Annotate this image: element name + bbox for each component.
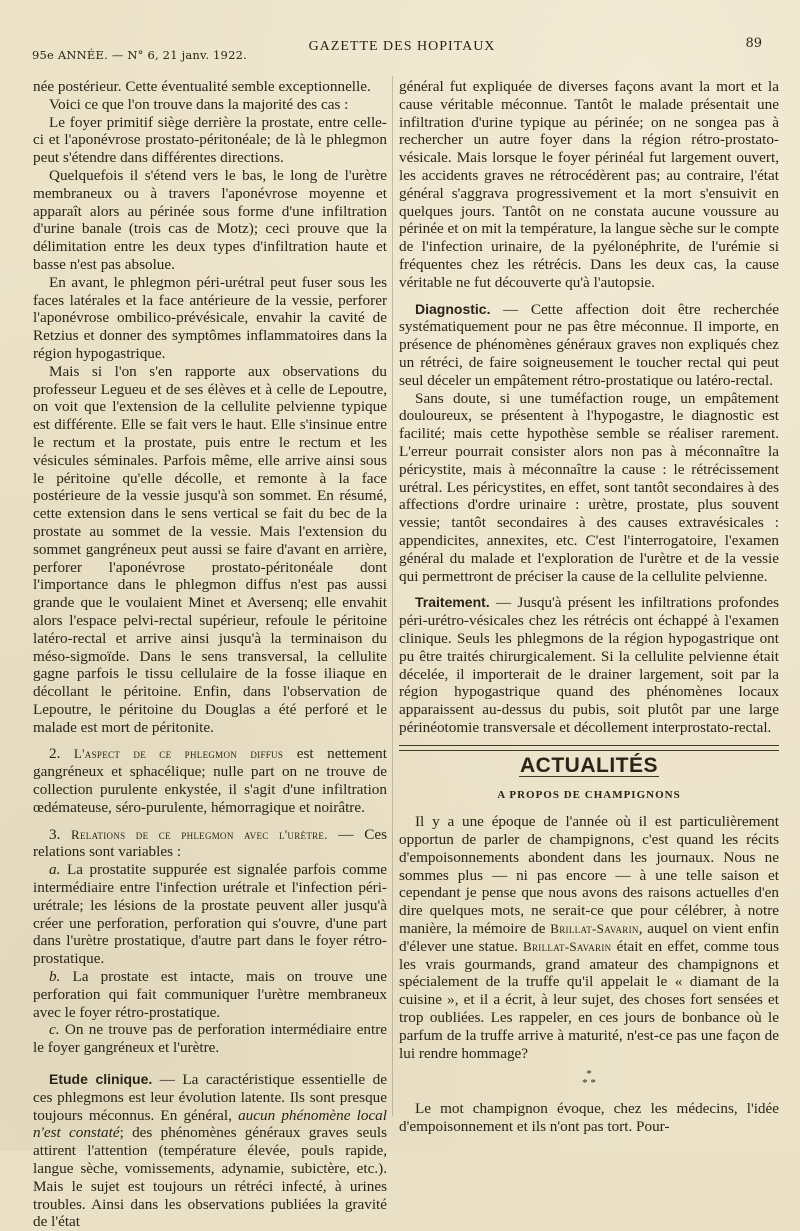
paragraph: En avant, le phlegmon péri-urétral peut fuser sous les faces latérales et la face antérieure de la vessie, perforer l'aponévrose ombilico-prévésicale, envahir la cavité de Retzius et donner des symptômes inflammatoires dans la région hypogastrique. bbox=[33, 273, 387, 362]
section-rule bbox=[399, 745, 779, 751]
list-item bbox=[33, 1021, 387, 1057]
text: , auquel on vient enfin d'élever une statue. bbox=[399, 920, 780, 955]
list-label: a. bbox=[49, 861, 61, 879]
asterism-bottom: * * bbox=[582, 1077, 596, 1090]
right-column bbox=[399, 78, 779, 1136]
diagnostic-heading: Diagnostic. bbox=[415, 300, 491, 317]
text: — La caractéristique essentielle de ces phlegmons est leur évolution latente. Ils sont presque toujours méconnus. En général, bbox=[33, 1071, 387, 1124]
asterism-top: * bbox=[586, 1068, 592, 1081]
section-title-actualites: ACTUALITÉS bbox=[520, 753, 658, 777]
article-subtitle: A PROPOS DE CHAMPIGNONS bbox=[497, 789, 681, 802]
text: — Jusqu'à présent les infiltrations profondes péri-urétro-vésicales chez les rétrécis ont échappé à l'examen clinique. Seuls les phlegmons de la région hypogastrique ont pu être traités chirurgicalement. Si la cellulite pelvienne était décelée, il importerait de le drainer largement, soit par la région hypogastrique quand des phénomènes locaux apparaissent au-dessus du pubis, soit plutôt par une large périnéotomie transversale et décollement interprostato-rectal. bbox=[399, 594, 779, 736]
person-name: Brillat-Savarin bbox=[523, 938, 612, 954]
list-label: c. bbox=[49, 1021, 60, 1039]
paragraph: général fut expliquée de diverses façons avant la mort et la cause véritable méconnue. Tantôt le malade présentait une infiltration d'urine typique au périnée; on ne songea pas à rechercher un autre foyer dans la région rétro-prostato-vésicale. Mais lorsque le foyer périnéal fut largement ouvert, les accidents graves ne rétrocédèrent pas; au contraire, l'état général s'aggrava progressivement et la mort s'ensuivit en quelques jours. Tantôt on ne constata aucune voussure au périnée et on mit la température, la langue sèche sur le compte de l'infection urinaire, de la pyélonéphrite, de l'urémie si fréquentes chez les rétrécis. Dans les deux cas, la cause véritable ne fut découverte qu'à l'autopsie. bbox=[399, 78, 779, 291]
text: ; des phénomènes généraux graves seuls attirent l'attention (température élevée, pouls rapide, langue sèche, vomissements, adynamie, subictère, etc.). Mais le sujet est toujours un rétréci infecté, à urines troubles. Ainsi dans les observations publiées la gravité de l'état bbox=[33, 1124, 387, 1231]
left-column bbox=[33, 78, 387, 1231]
traitement-heading: Traitement. bbox=[415, 594, 490, 611]
emphasis: aucun phénomène local n'est constaté bbox=[33, 1106, 387, 1142]
section-text: — Ces relations sont variables : bbox=[33, 825, 388, 861]
etude-clinique-paragraph bbox=[33, 1071, 387, 1231]
text: Il y a une époque de l'année où il est particulièrement opportun de parler de champignons, c'est quand les récits d'empoisonnements abondent dans les journaux. Nous ne sommes plus — ni pas encore — à une telle saison et cependant je pense que nous avons des raisons actuelles d'en dire quelques mots, ne serait-ce que pour célébrer, à notre manière, la mémoire de bbox=[399, 813, 779, 938]
text: était en effet, comme tous les vrais gourmands, grand amateur des champignons et spécialement de la truffe qu'il appelait le « diamant de la cuisine », et il a écrit, à leur sujet, des choses fort sensées et trop oubliées. Les rappeler, en ces jours de bonbance où le parfum de la truffe arrive à maturité, n'est-ce pas une façon de lui rendre hommage? bbox=[399, 937, 780, 1062]
section-number: 2. bbox=[49, 745, 61, 763]
section-number: 3. bbox=[49, 825, 61, 843]
article-paragraph: Le mot champignon évoque, chez les médecins, l'idée d'empoisonnement et ils n'ont pas tort. Pour- bbox=[399, 1100, 779, 1136]
asterism bbox=[399, 1070, 779, 1088]
list-text: La prostate est intacte, mais on trouve une perforation qui fait communiquer l'urètre membraneux avec le foyer rétro-prostatique. bbox=[33, 968, 388, 1021]
paragraph: Le foyer primitif siège derrière la prostate, entre celle-ci et l'aponévrose prostato-péritonéale; de là le phlegmon peut s'étendre dans différentes directions. bbox=[33, 113, 387, 167]
list-item bbox=[33, 861, 387, 968]
article-paragraph bbox=[399, 813, 779, 1062]
list-label: b. bbox=[49, 968, 61, 986]
column-divider bbox=[392, 76, 393, 1116]
etude-clinique-heading: Etude clinique. bbox=[49, 1071, 153, 1088]
paragraph: Mais si l'on s'en rapporte aux observations du professeur Legueu et de ses élèves et à celle de Lepoutre, on voit que l'extension de la cellulite pelvienne typique est différente. Elle se fait vers le haut. Elle s'insinue entre le rectum et la prostate, puis entre le rectum et les vésicules séminales. Parfois même, elle arrive ainsi sous le péritoine qu'elle décolle, et remonte à la face postérieure de la vessie jusqu'à son sommet. En résumé, cette extension dans le sens vertical se fait du bec de la prostate au sommet de la vessie. Mais l'extension du sommet gangréneux peut aussi se faire d'avant en arrière, perforer l'aponévrose prostato-péritonéale dont l'importance dans le phlegmon diffus n'est pas aussi grande que le voulaient Minet et Aversenq; elle envahit alors l'espace pelvi-rectal supérieur, refoule le péritoine latéro-rectal et arrive ainsi jusqu'à la terminaison du méso-sigmoïde. Dans le sens transversal, la cellulite gagne parfois le tissu cellulaire de la fosse iliaque en décollant le péritoine. Enfin, dans l'observation de Lepoutre, le péritoine du Douglas a été perforé et le malade est mort de péritonite. bbox=[33, 362, 387, 736]
page-header bbox=[32, 36, 762, 66]
list-text: La prostatite suppurée est signalée parfois comme intermédiaire entre l'infection urétrale et l'infection péri-urétrale; les lésions de la prostate peuvent aller jusqu'à créer une perforation, perforation qui s'ouvre, d'une part dans l'urètre prostatique, d'autre part dans le foyer rétro-prostatique. bbox=[33, 861, 388, 968]
section-3-paragraph bbox=[33, 826, 387, 862]
paragraph: Sans doute, si une tuméfaction rouge, un empâtement douloureux, se présentent à l'hypogastre, le diagnostic est facilité; mais cette hypothèse semble se réaliser rarement. L'erreur pourrait consister alors non pas à méconnaître la péricystite, mais à méconnaître la cause : le rétrécissement urétral. Les péricystites, en effet, sont tantôt secondaires à des affections d'ordre urinaire : urètre, prostate, plus souvent vessie; tantôt secondaires à des causes extravésicales : appendicites, annexites, etc. C'est l'interrogatoire, l'examen général du malade et l'exploration de l'urètre et de la vessie qui permettront de préciser la cause de la cellulite pelvienne. bbox=[399, 389, 779, 585]
list-item bbox=[33, 968, 387, 1021]
journal-title: GAZETTE DES HOPITAUX bbox=[308, 39, 496, 54]
issue-info: 95e ANNÉE. — N° 6, 21 janv. 1922. bbox=[32, 48, 247, 62]
list-text: On ne trouve pas de perforation intermédiaire entre le foyer gangréneux et l'urètre. bbox=[33, 1021, 388, 1057]
traitement-paragraph bbox=[399, 594, 779, 736]
section-2-paragraph bbox=[33, 745, 387, 816]
text: — Cette affection doit être recherchée systématiquement pour ne pas être méconnue. Il importe, en présence de phénomènes généraux graves non expliqués chez un rétréci, de faire soigneusement le toucher rectal qui peut seul déceler un empâtement rétro-prostatique ou latéro-rectal. bbox=[399, 300, 779, 389]
paragraph: née postérieur. Cette éventualité semble exceptionnelle. bbox=[33, 78, 371, 95]
diagnostic-paragraph bbox=[399, 301, 779, 390]
paragraph: Voici ce que l'on trouve dans la majorité des cas : bbox=[49, 95, 349, 113]
section-heading: L'aspect de ce phlegmon diffus bbox=[73, 746, 284, 762]
page-number: 89 bbox=[745, 36, 762, 51]
section-heading: Relations de ce phlegmon avec l'urètre. bbox=[71, 826, 328, 842]
section-text: est nettement gangréneux et sphacélique; nulle part on ne trouve de collection purulente enkystée, il s'agit d'une infiltration œdémateuse, séro-purulente, hémorragique et noirâtre. bbox=[33, 745, 387, 816]
person-name: Brillat-Savarin bbox=[550, 921, 639, 937]
paragraph: Quelquefois il s'étend vers le bas, le long de l'urètre membraneux ou à travers l'aponévrose moyenne et apparaît alors au périnée sous forme d'une infiltration d'urine banale (trois cas de Motz); ceci prouve que la délimitation entre les deux types d'infiltration haute et basse n'est pas absolue. bbox=[33, 166, 387, 273]
